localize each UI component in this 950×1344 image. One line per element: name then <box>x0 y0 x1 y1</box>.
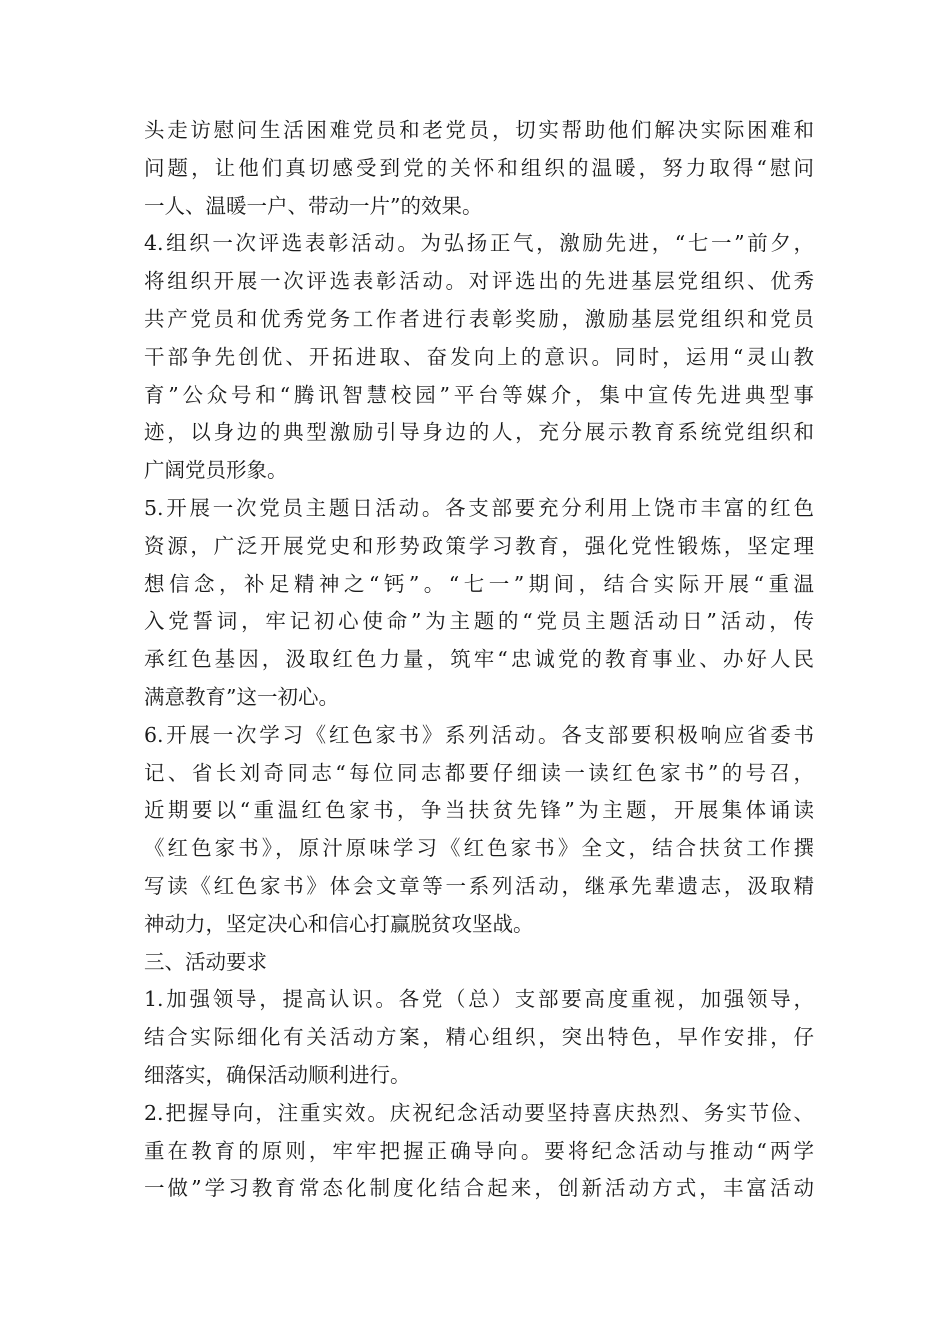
text-line: 4.组织一次评选表彰活动。为弘扬正气，激励先进，“七一”前夕， <box>144 231 814 256</box>
text-line: 5.开展一次党员主题日活动。各支部要充分利用上饶市丰富的红色 <box>144 495 814 520</box>
text-line: 共产党员和优秀党务工作者进行表彰奖励，激励基层党组织和党员 <box>144 306 814 331</box>
text-line: 想信念，补足精神之“钙”。“七一”期间，结合实际开展“重温 <box>144 571 814 596</box>
text-line: 一人、温暖一户、带动一片”的效果。 <box>144 193 483 218</box>
text-line: 将组织开展一次评选表彰活动。对评选出的先进基层党组织、优秀 <box>144 269 814 294</box>
text-line: 写读《红色家书》体会文章等一系列活动，继承先辈遗志，汲取精 <box>144 873 814 898</box>
text-line: 资源，广泛开展党史和形势政策学习教育，强化党性锻炼，坚定理 <box>144 533 814 558</box>
text-line: 重在教育的原则，牢牢把握正确导向。要将纪念活动与推动“两学 <box>144 1138 814 1163</box>
text-line: 6.开展一次学习《红色家书》系列活动。各支部要积极响应省委书 <box>144 722 814 747</box>
text-line: 细落实，确保活动顺利进行。 <box>144 1062 411 1087</box>
text-line: 2.把握导向，注重实效。庆祝纪念活动要坚持喜庆热烈、务实节俭、 <box>144 1100 814 1125</box>
text-line: 1.加强领导，提高认识。各党（总）支部要高度重视，加强领导， <box>144 987 814 1012</box>
text-line: 承红色基因，汲取红色力量，筑牢“忠诚党的教育事业、办好人民 <box>144 647 814 672</box>
text-line: 三、活动要求 <box>144 949 267 974</box>
text-line: 《红色家书》，原汁原味学习《红色家书》全文，结合扶贫工作撰 <box>144 836 814 861</box>
text-line: 问题，让他们真切感受到党的关怀和组织的温暖，努力取得“慰问 <box>144 155 814 180</box>
text-line: 广阔党员形象。 <box>144 458 288 483</box>
text-line: 一做”学习教育常态化制度化结合起来，创新活动方式，丰富活动 <box>144 1176 814 1201</box>
text-line: 迹，以身边的典型激励引导身边的人，充分展示教育系统党组织和 <box>144 420 814 445</box>
text-line: 神动力，坚定决心和信心打赢脱贫攻坚战。 <box>144 911 534 936</box>
text-line: 干部争先创优、开拓进取、奋发向上的意识。同时，运用“灵山教 <box>144 344 814 369</box>
text-line: 头走访慰问生活困难党员和老党员，切实帮助他们解决实际困难和 <box>144 118 814 142</box>
text-line: 近期要以“重温红色家书，争当扶贫先锋”为主题，开展集体诵读 <box>144 798 814 823</box>
text-line: 育”公众号和“腾讯智慧校园”平台等媒介，集中宣传先进典型事 <box>144 382 814 407</box>
text-line: 满意教育”这一初心。 <box>144 684 339 709</box>
document-body <box>144 112 814 1208</box>
text-line: 记、省长刘奇同志“每位同志都要仔细读一读红色家书”的号召， <box>144 760 814 785</box>
text-line: 入党誓词，牢记初心使命”为主题的“党员主题活动日”活动，传 <box>144 609 814 634</box>
text-line: 结合实际细化有关活动方案，精心组织，突出特色，早作安排，仔 <box>144 1025 814 1050</box>
